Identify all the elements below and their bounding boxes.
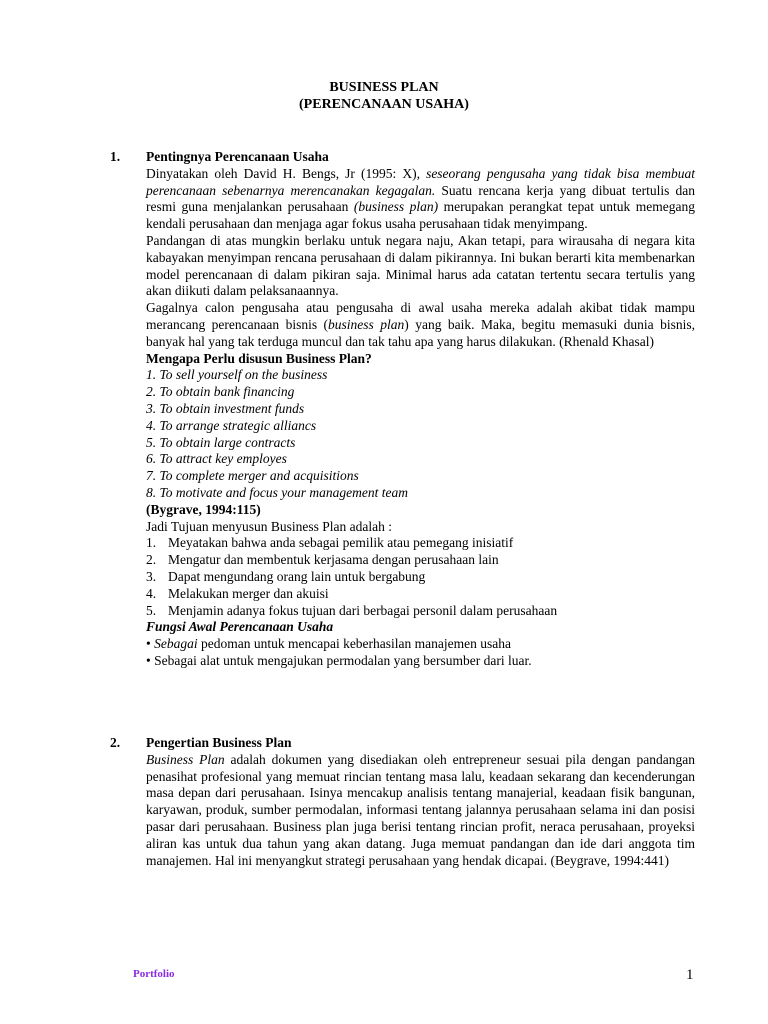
section1-paragraph2: Pandangan di atas mungkin berlaku untuk negara naju, Akan tetapi, para wirausaha di negara kita kabayakan menyimpan rencana perusahaan di dalam pikirannya. Ini bukan berarti kita membenarkan model perencanaan di dalam pikiran saja. Minimal harus ada catatan tertentu secara tertulis yang akan diikuti dalam pelaksanaannya. [146,232,695,299]
list-item: 1. To sell yourself on the business [146,367,328,383]
text-run-italic: (business plan) [353,199,439,215]
list-number: 5. [146,602,157,618]
list-number: 4. [146,585,157,601]
list-item [146,586,695,603]
section2-body [146,735,695,869]
list-text: Menjamin adanya fokus tujuan dari berbagai personil dalam perusahaan [168,602,558,618]
goals-list [146,535,695,619]
function-item [146,653,695,670]
bullet-icon: • [146,636,151,652]
list-item: 5. To obtain large contracts [146,434,296,450]
text-run-italic: seseorang pengusaha yang tidak bisa membuat perencanaan sebenarnya merencanakan kegagalan. [146,165,695,198]
list-text: Meyatakan bahwa anda sebagai pemilik atau pemegang inisiatif [168,535,514,551]
page-number: 1 [686,967,694,983]
text-run-italic: business plan [328,316,405,332]
text-run-italic: Sebagai [154,636,198,652]
list-text: Melakukan merger dan akuisi [168,585,329,601]
text-run: ) yang baik. Maka, begitu memasuki dunia bisnis, banyak hal yang tak terduga muncul dan tak tahu apa yang harus dilakukan. (Rhenald Khasal) [146,316,695,349]
list-item [146,535,695,552]
function-item [146,636,695,653]
citation: (Bygrave, 1994:115) [146,501,261,517]
section1-number: 1. [110,149,121,164]
section2-paragraph1 [146,752,695,870]
list-item [146,603,695,620]
list-item: 4. To arrange strategic alliancs [146,417,317,433]
section2-heading: Pengertian Business Plan [146,735,292,750]
section1-paragraph3 [146,300,695,350]
section2-number: 2. [110,735,121,750]
text-run: Dinyatakan oleh David H. Bengs, Jr (1995: X), [146,165,427,181]
function-heading: Fungsi Awal Perencanaan Usaha [146,619,334,635]
section1-paragraph1 [146,166,695,233]
text-run: pedoman untuk mencapai keberhasilan manajemen usaha [197,636,511,652]
list-number: 2. [146,552,157,568]
goals-intro: Jadi Tujuan menyusun Business Plan adalah : [146,518,392,534]
list-text: Dapat mengundang orang lain untuk bergabung [168,568,426,584]
document-title-line2: (PERENCANAAN USAHA) [299,97,469,112]
footer-portfolio-label: Portfolio [133,968,175,980]
list-text: Mengatur dan membentuk kerjasama dengan perusahaan lain [168,552,499,568]
list-item: 6. To attract key employes [146,451,287,467]
text-run: Suatu rencana kerja yang dibuat tertulis dan resmi guna menjalankan perusahaan [146,182,696,215]
list-item: 8. To motivate and focus your management team [146,484,408,500]
list-item: 2. To obtain bank financing [146,384,295,400]
text-run: adalah dokumen yang disediakan oleh entrepreneur sesuai pila dengan pandangan penasihat profesional yang memuat rincian tentang masa lalu, keadaan sekarang dan kecenderungan masa depan dari perusahaan. Isinya mencakup analisis tentang manajerial, keadaan fisik bangunan, karyawan, produk, sumber permodalan, informasi tentang jalannya perusahaan selama ini dan posisi pasar dari perusahaan. Business plan juga berisi tentang rincian profit, neraca perusahaan, proyeksi aliran kas untuk dua tahun yang akan datang. Juga memuat pandangan dan ide dari anggota tim manajemen. Hal ini menyangkut strategi perusahaan yang hendak dicapai. (Beygrave, 1994:441) [146,751,695,868]
text-run: merupakan perangkat tepat untuk memegang kendali perusahaan dan menjaga agar fokus usaha perusahaan tidak menyimpang. [146,199,696,232]
list-item [146,569,695,586]
section1-heading: Pentingnya Perencanaan Usaha [146,149,329,164]
list-number: 1. [146,535,157,551]
document-title-line1: BUSINESS PLAN [329,80,439,95]
why-heading: Mengapa Perlu disusun Business Plan? [146,350,372,366]
list-item: 3. To obtain investment funds [146,400,305,416]
text-run: Gagalnya calon pengusaha atau pengusaha di awal usaha mereka adalah akibat tidak mampu merancang perencanaan bisnis ( [146,300,695,332]
list-item: 7. To complete merger and acquisitions [146,468,359,484]
list-item [146,552,695,569]
text-run-italic: Business Plan [146,751,225,767]
text-run: Sebagai alat untuk mengajukan permodalan yang bersumber dari luar. [154,652,532,668]
section1-body [146,149,695,670]
reasons-list [146,367,695,501]
bullet-icon: • [146,652,151,668]
list-number: 3. [146,568,157,584]
